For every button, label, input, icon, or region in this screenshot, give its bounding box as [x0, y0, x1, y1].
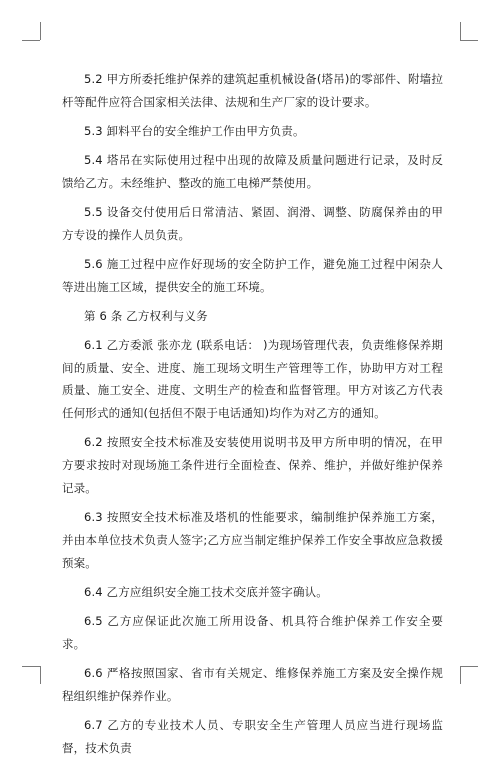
clause-5-4: 5.4 塔吊在实际使用过程中出现的故障及质量问题进行记录，及时反馈给乙方。未经维护、整改的施工电梯严禁使用。 — [62, 152, 443, 190]
clause-5-2: 5.2 甲方所委托维护保养的建筑起重机械设备(塔吊)的零部件、附墙拉杆等配件应符合国家相关法律、法规和生产厂家的设计要求。 — [62, 72, 443, 109]
crop-mark-top-left — [40, 22, 41, 40]
crop-mark-bottom-left — [22, 666, 40, 667]
clause-5-5: 5.5 设备交付使用后日常清洁、紧固、润滑、调整、防腐保养由的甲方专设的操作人员负责。 — [62, 204, 443, 242]
clause-5-6: 5.6 施工过程中应作好现场的安全防护工作，避免施工过程中闲杂人等进出施工区域，提供安全的施工环境。 — [62, 256, 443, 294]
clause-6-3: 6.3 按照安全技术标准及塔机的性能要求，编制维护保养施工方案，并由本单位技术负责人签字;乙方应当制定维护保养工作安全事故应急救援预案。 — [62, 510, 443, 570]
crop-mark-top-right — [460, 40, 478, 41]
article-6-heading: 第 6 条 乙方权利与义务 — [84, 308, 208, 323]
document-body — [62, 68, 443, 766]
clause-6-7: 6.7 乙方的专业技术人员、专职安全生产管理人员应当进行现场监督，技术负责 — [62, 717, 443, 755]
clause-6-5: 6.5 乙方应保证此次施工所用设备、机具符合维护保养工作安全要求。 — [62, 613, 443, 651]
crop-mark-bottom-left — [40, 666, 41, 684]
clause-6-4: 6.4 乙方应组织安全施工技术交底并签字确认。 — [84, 584, 328, 599]
crop-mark-top-right — [460, 22, 461, 40]
crop-mark-bottom-right — [460, 666, 478, 667]
clause-6-6: 6.6 严格按照国家、省市有关规定、维修保养施工方案及安全操作规程组织维护保养作业。 — [62, 665, 443, 703]
clause-6-2: 6.2 按照安全技术标准及安装使用说明书及甲方所申明的情况，在甲方要求按时对现场施工条件进行全面检查、保养、维护，并做好维护保养记录。 — [62, 435, 443, 496]
crop-mark-bottom-right — [460, 666, 461, 684]
crop-mark-top-left — [22, 40, 40, 41]
clause-5-3: 5.3 卸料平台的安全维护工作由甲方负责。 — [84, 123, 305, 138]
clause-6-1: 6.1 乙方委派 张亦龙 (联系电话： )为现场管理代表，负责维修保养期间的质量、安全、进度、施工现场文明生产管理等工作，协助甲方对工程质量、施工安全、进度、文明生产的检查和监督管理。甲方对该乙方代表任何形式的通知(包括但不限于电话通知)均作为对乙方的通知。 — [62, 337, 443, 421]
